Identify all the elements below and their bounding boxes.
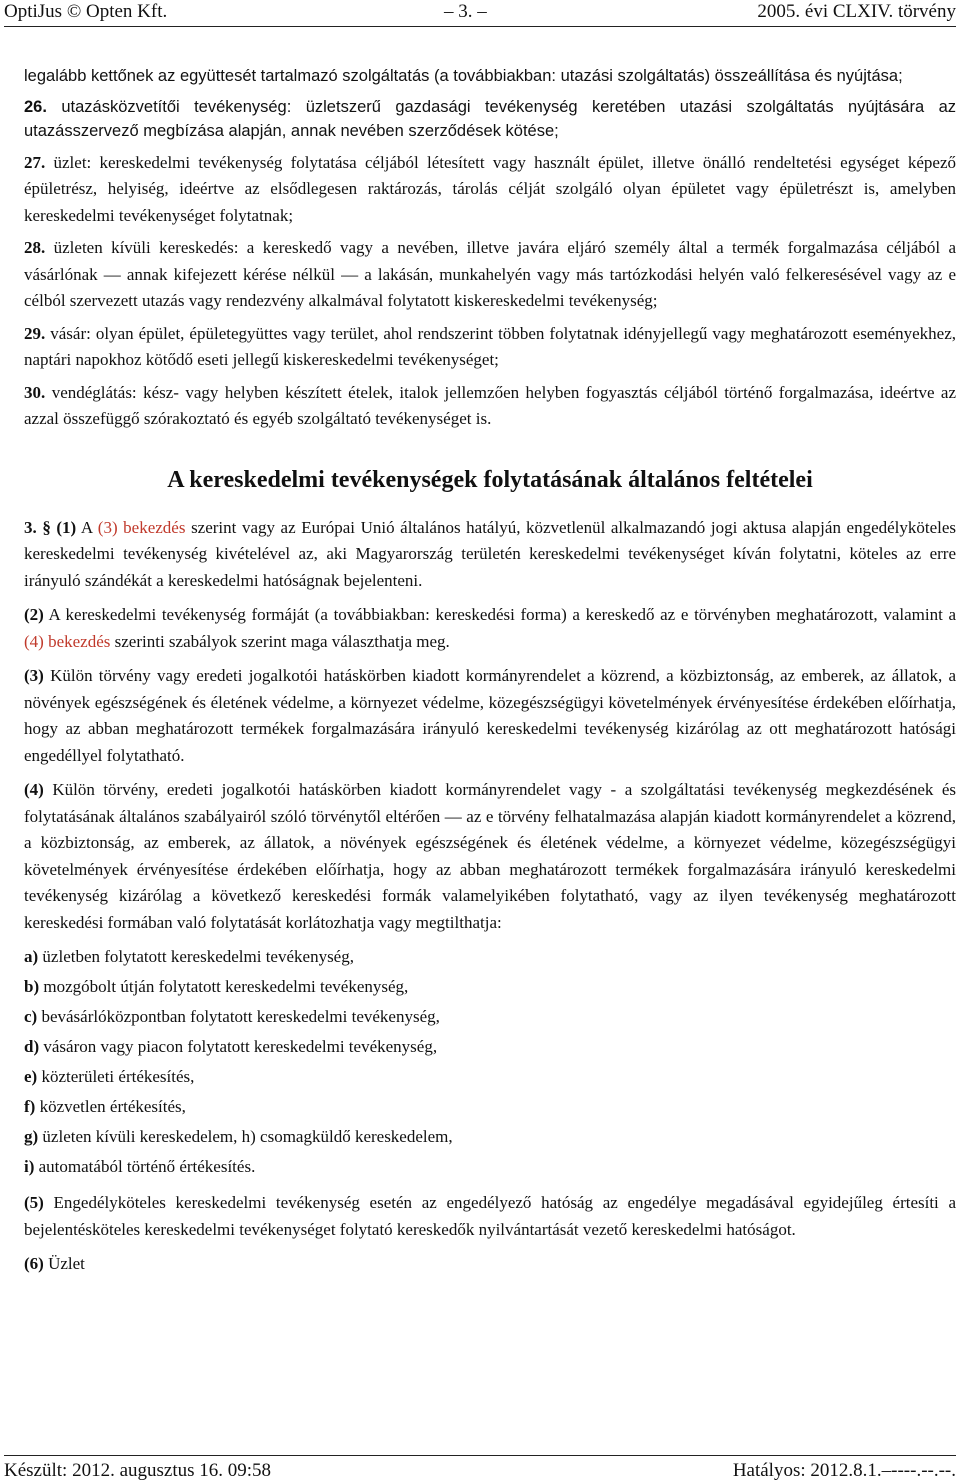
paragraph-3-6: (6) Üzlet bbox=[24, 1254, 85, 1273]
list-item: i) automatából történő értékesítés. bbox=[24, 1157, 256, 1176]
definition-number: 27. bbox=[24, 152, 46, 172]
paragraph-lead: (3) bbox=[24, 666, 44, 685]
definition-27 bbox=[24, 150, 956, 230]
list-item: c) bevásárlóközpontban folytatott kereskedelmi tevékenység, bbox=[24, 1007, 440, 1026]
paragraph-lead: 3. § (1) bbox=[24, 517, 77, 537]
definition-number: 28. bbox=[24, 238, 46, 257]
header-law-title: 2005. évi CLXIV. törvény bbox=[757, 1, 956, 22]
definition-text: utazásközvetítői tevékenység: üzletszerű gazdasági tevékenység keretében utazási szolgáltatás nyújtására az utazásszervező megbízása alapján, annak nevében szerződések kötése; bbox=[24, 97, 956, 140]
paragraph-lead: (6) bbox=[24, 1254, 44, 1273]
list-item: f) közvetlen értékesítés, bbox=[24, 1097, 186, 1116]
definition-26 bbox=[24, 95, 956, 144]
paragraph-3-5: (5) Engedélyköteles kereskedelmi tevékenység esetén az engedélyező hatóság az engedélye megadásával egyidejűleg értesíti a bejelentésköteles kereskedelmi tevékenységet folytató kereskedők nyilvántartását vezető kereskedelmi hatóságot. bbox=[24, 1193, 957, 1239]
paragraph-3-2: (2) A kereskedelmi tevékenység formáját (a továbbiakban: kereskedési forma) a kereskedő az e törvényben meghatározott, valamint a (4) bekezdés szerinti szabályok szerint maga választhatja meg. bbox=[24, 605, 957, 651]
list-item: a) üzletben folytatott kereskedelmi tevékenység, bbox=[24, 947, 354, 966]
paragraph-3-4: (4) Külön törvény, eredeti jogalkotói hatáskörben kiadott kormányrendelet vagy - a szolgáltatási tevékenység megkezdésének és folytatásának általános szabályairól szóló törvénytől eltérően — az e törvény felhatalmazása alapján kiadott kormányrendelet a közrend, a közbiztonság, az emberek, az állatok, a növények egészségének és életének védelme, a környezet védelme, közegészségügyi követelmények érvényesítése érdekében előírhatja, hogy az abban meghatározott termékek forgalmazására irányuló kereskedelmi tevékenység kizárólag a következő kereskedési formák valamelyikében folytatható, vagy az ilyen tevékenység meghatározott kereskedési formában való folytatását korlátozhatja vagy megtilthatja: bbox=[24, 780, 957, 932]
paragraph-lead: (5) bbox=[24, 1193, 44, 1212]
definition-text: vásár: olyan épület, épületegyüttes vagy terület, ahol rendszerint többen folytatnak idényjellegű vagy meghatározott eseményekhez, naptári napokhoz kötődő eseti jellegű kiskereskedelmi tevékenységet; bbox=[24, 323, 957, 369]
paragraph-lead: (2) bbox=[24, 605, 44, 624]
definition-text: üzleten kívüli kereskedés: a kereskedő vagy a nevében, illetve javára eljáró személy által a termék forgalmazása céljából a vásárlónak — annak kifejezett kérése nélkül — a lakásán, munkahelyén vagy más tartózkodási helyén való felkeresésével vagy az e célból szervezett utazás vagy rendezvény alkalmával folytatott kiskereskedelmi tevékenység; bbox=[24, 238, 957, 310]
header-divider bbox=[4, 26, 956, 27]
list-item: g) üzleten kívüli kereskedelem, h) csomagküldő kereskedelem, bbox=[24, 1127, 453, 1146]
definition-continuation: legalább kettőnek az együttesét tartalmazó szolgáltatás (a továbbiakban: utazási szolgáltatás) összeállítása és nyújtása; bbox=[24, 67, 903, 85]
definition-text: üzlet: kereskedelmi tevékenység folytatása céljából létesített vagy használt épület, illetve önálló rendeltetési egységet képező épületrész, helyiség, ideértve az elsődlegesen raktározás, tárolás célját szolgáló olyan épületet vagy épületrészt is, amelyben kereskedelmi tevékenységet folytatnak; bbox=[24, 152, 957, 225]
paragraph-lead: (4) bbox=[24, 780, 44, 799]
list-item: d) vásáron vagy piacon folytatott kereskedelmi tevékenység, bbox=[24, 1037, 438, 1056]
definition-29 bbox=[24, 321, 956, 374]
definition-number: 26. bbox=[24, 97, 47, 116]
definition-number: 29. bbox=[24, 323, 46, 343]
document-body bbox=[24, 64, 956, 1286]
list-item: e) közterületi értékesítés, bbox=[24, 1067, 195, 1086]
definition-28 bbox=[24, 235, 956, 315]
page-header bbox=[4, 0, 956, 26]
definition-number: 30. bbox=[24, 382, 46, 402]
cross-reference-link[interactable]: (4) bekezdés bbox=[24, 631, 111, 651]
footer-divider bbox=[4, 1455, 956, 1456]
definition-text: vendéglátás: kész- vagy helyben készített ételek, italok jellemzően helyben fogyasztás céljából történő forgalmazása, ideértve az azzal összefüggő szórakoztató és egyéb szolgáltató tevékenységet is. bbox=[24, 382, 957, 428]
list-item: b) mozgóbolt útján folytatott kereskedelmi tevékenység, bbox=[24, 977, 409, 996]
section-heading: A kereskedelmi tevékenységek folytatásának általános feltételei bbox=[167, 466, 813, 493]
footer-effective: Hatályos: 2012.8.1.–----.--.--. bbox=[732, 1460, 956, 1481]
definition-30 bbox=[24, 380, 956, 433]
footer-created: Készült: 2012. augusztus 16. 09:58 bbox=[4, 1460, 272, 1481]
paragraph-3-3: (3) Külön törvény vagy eredeti jogalkotói hatáskörben kiadott kormányrendelet a közrend, a közbiztonság, az emberek, az állatok, a növények egészségének és életének védelme, a környezet védelme, közegészségügyi követelmények érvényesítése érdekében előírhatja, hogy az abban meghatározott termékek forgalmazására irányuló kereskedelmi tevékenység kizárólag az ott meghatározott hatósági engedéllyel folytatható. bbox=[24, 666, 956, 765]
header-page-number: – 3. – bbox=[444, 1, 487, 22]
kereskedesi-formak-list bbox=[24, 944, 956, 1180]
header-publisher: OptiJus © Opten Kft. bbox=[4, 1, 168, 22]
paragraph-3-1: 3. § (1) A (3) bekezdés szerint vagy az Európai Unió általános hatályú, közvetlenül alkalmazandó jogi aktusa alapján engedélyköteles kereskedelmi tevékenység kivételével az, aki Magyarország területén kereskedelmi tevékenységet kíván folytatni, köteles az erre irányuló szándékát a kereskedelmi hatóságnak bejelenteni. bbox=[24, 517, 957, 590]
cross-reference-link[interactable]: (3) bekezdés bbox=[97, 517, 186, 537]
